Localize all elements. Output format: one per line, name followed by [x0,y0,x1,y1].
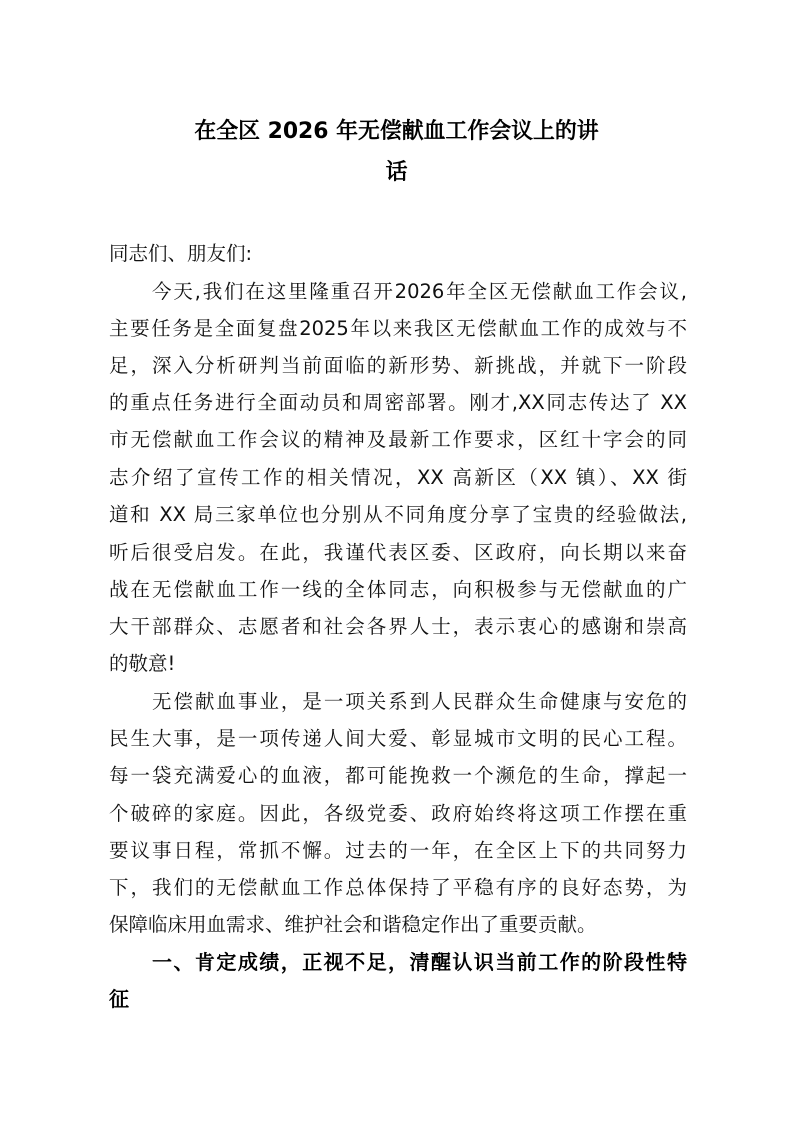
paragraph-2-line: 每一袋充满爱心的血液，都可能挽救一个濒危的生命，撑起一 [109,764,687,787]
paragraph-1-line: 大干部群众、志愿者和社会各界人士，表示衷心的感谢和崇高 [109,615,687,638]
paragraph-2-line: 下，我们的无偿献血工作总体保持了平稳有序的良好态势，为 [109,876,687,899]
document-title-line-1: 在全区 2026 年无偿献血工作会议上的讲 [194,119,599,144]
section-heading-line-2: 征 [109,987,129,1011]
paragraph-2-line: 无偿献血事业，是一项关系到人民群众生命健康与安危的 [152,690,687,713]
paragraph-1-line: 听后很受启发。在此，我谨代表区委、区政府，向长期以来奋 [109,541,687,564]
salutation: 同志们、朋友们: [109,242,253,265]
paragraph-1-line: 今天,我们在这里隆重召开2026年全区无偿献血工作会议, [152,280,687,303]
paragraph-1-line: 足，深入分析研判当前面临的新形势、新挑战，并就下一阶段 [109,354,687,377]
paragraph-1-line: 战在无偿献血工作一线的全体同志，向积极参与无偿献血的广 [109,578,687,601]
paragraph-2-line: 个破碎的家庭。因此，各级党委、政府始终将这项工作摆在重 [109,802,687,825]
paragraph-1-line: 的敬意! [109,652,176,675]
paragraph-1-line: 市无偿献血工作会议的精神及最新工作要求，区红十字会的同 [109,428,687,451]
document-title-line-2: 话 [385,160,408,185]
section-heading-line-1: 一、肯定成绩，正视不足，清醒认识当前工作的阶段性特 [152,950,687,974]
paragraph-1-line: 道和 XX 局三家单位也分别从不同角度分享了宝贵的经验做法, [109,503,687,526]
paragraph-2-line: 民生大事，是一项传递人间大爱、彰显城市文明的民心工程。 [109,727,687,750]
paragraph-2-line: 保障临床用血需求、维护社会和谐稳定作出了重要贡献。 [109,913,597,936]
paragraph-1-line: 志介绍了宣传工作的相关情况，XX 高新区（XX 镇）、XX 街 [109,466,687,489]
paragraph-1-line: 主要任务是全面复盘2025年以来我区无偿献血工作的成效与不 [109,317,687,340]
paragraph-2-line: 要议事日程，常抓不懈。过去的一年，在全区上下的共同努力 [109,839,687,862]
paragraph-1-line: 的重点任务进行全面动员和周密部署。刚才,XX同志传达了 XX [109,391,687,414]
